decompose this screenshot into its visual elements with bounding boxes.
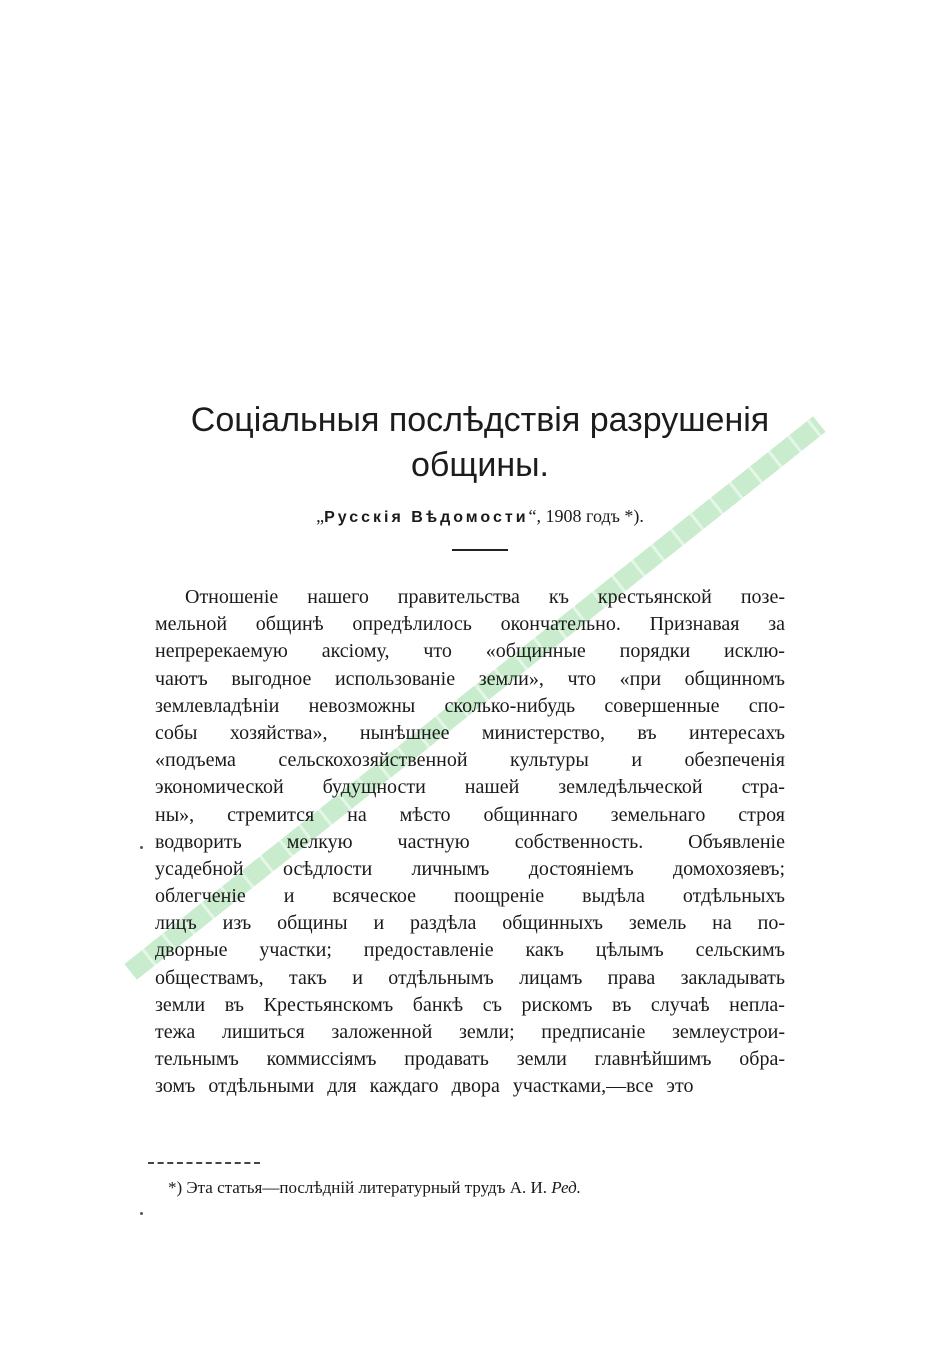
body-word: стра- (741, 776, 785, 799)
body-word: что (423, 640, 452, 663)
body-word: непла- (729, 993, 785, 1016)
body-word: мѣсто (399, 803, 451, 826)
body-word: культуры (510, 749, 589, 772)
source-year: “, 1908 годъ *). (528, 506, 644, 526)
body-word: земли (155, 993, 206, 1016)
body-word: использованіе (334, 667, 456, 690)
source-quote-open: „ (316, 506, 325, 526)
body-word: землевладѣніи (155, 694, 280, 717)
article-body (155, 584, 785, 1101)
body-line (155, 965, 785, 992)
body-word: частную (397, 830, 470, 853)
body-word: банкѣ (412, 993, 464, 1016)
body-word: поощреніе (454, 885, 545, 908)
body-word: случаѣ (650, 993, 710, 1016)
body-word: двора (451, 1075, 500, 1098)
body-line (155, 1073, 785, 1100)
body-word: невозможны (308, 694, 416, 717)
body-word: общины (277, 912, 348, 935)
body-word: коммиссіямъ (266, 1048, 377, 1071)
body-word: мелкую (286, 830, 353, 853)
body-word: земли (516, 1048, 567, 1071)
body-word: достояніемъ (528, 857, 634, 880)
body-word: цѣлымъ (595, 939, 664, 962)
body-word: лицамъ (519, 966, 583, 989)
source-newspaper: Русскія Вѣдомости (324, 509, 529, 526)
body-word: предоставленіе (363, 939, 494, 962)
body-word: земли», (478, 667, 544, 690)
body-line (155, 992, 785, 1019)
body-word: на (712, 912, 732, 935)
body-line (155, 1019, 785, 1046)
body-line (155, 747, 785, 774)
body-word: изъ (222, 912, 252, 935)
body-word: заложенной (331, 1021, 433, 1043)
footnote-text: *) Эта статья—послѣдній литературный трудъ А. И. (168, 1178, 548, 1197)
body-word: обра- (739, 1048, 785, 1071)
body-word: земельнаго (610, 803, 706, 826)
body-word: земель (628, 912, 687, 935)
article-title-line-2: общины. (410, 446, 549, 484)
body-line (155, 720, 785, 747)
body-word: спо- (748, 694, 785, 717)
body-word: окончательно. (500, 613, 621, 636)
body-line (155, 856, 785, 883)
body-word: отдѣльными (208, 1075, 315, 1098)
body-word: права (607, 966, 656, 989)
body-word: порядки (619, 640, 691, 663)
body-word: зомъ (155, 1075, 196, 1098)
body-word: экономической (155, 776, 284, 799)
body-word: каждаго (369, 1075, 439, 1098)
body-line (155, 1046, 785, 1073)
body-word: въ (612, 993, 632, 1016)
body-word: что (567, 667, 596, 690)
body-word: главнѣйшимъ (594, 1048, 712, 1071)
body-word: по- (757, 912, 785, 935)
body-line (155, 638, 785, 665)
body-word: это (666, 1075, 694, 1098)
body-word: съ (482, 993, 502, 1016)
body-word: лицъ (155, 912, 197, 935)
body-word: общиннаго (483, 803, 578, 826)
body-word: выгодное (231, 667, 312, 690)
body-word: «при (619, 667, 662, 690)
body-word: участки; (259, 939, 332, 962)
body-word: земли; (458, 1021, 515, 1043)
body-line (155, 910, 785, 937)
body-word: и (283, 885, 295, 908)
body-word: предписаніе (541, 1021, 646, 1043)
body-word: министерство, (481, 721, 605, 744)
body-word: выдѣла (582, 885, 645, 908)
body-word: къ (548, 586, 569, 608)
body-word: на (347, 803, 367, 826)
title-divider (452, 549, 508, 551)
print-speck (140, 846, 143, 849)
body-word: «подъема (155, 749, 236, 772)
body-word: ны», (155, 803, 195, 826)
body-word: раздѣла (410, 912, 477, 935)
footnote-editor-mark: Ред. (551, 1178, 582, 1197)
body-word: общинныхъ (502, 912, 603, 935)
body-word: сельскохозяйственной (278, 749, 468, 772)
body-word: какъ (525, 939, 564, 962)
body-line (155, 693, 785, 720)
body-line (155, 611, 785, 638)
body-word: и (352, 966, 363, 989)
body-word: стремится (227, 803, 315, 826)
body-word: тежа (155, 1021, 196, 1043)
body-word: усадебной (155, 857, 244, 880)
body-word: домохозяевъ; (672, 857, 785, 880)
body-word: въ (224, 993, 245, 1016)
body-word: собы (155, 721, 198, 744)
body-word: всяческое (332, 885, 417, 908)
body-word: будущности (322, 776, 426, 799)
body-word: общинномъ (684, 667, 785, 690)
body-word: продавать (404, 1048, 489, 1071)
body-line (155, 774, 785, 801)
body-word: личнымъ (411, 857, 490, 880)
body-word: нашего (307, 586, 369, 608)
body-word: хозяйства», (229, 721, 328, 744)
body-word: общинѣ (255, 613, 324, 636)
body-word: закладывать (680, 966, 785, 989)
body-word: нашей (464, 776, 520, 799)
body-word: сельскимъ (695, 939, 785, 962)
body-word: позе- (740, 586, 785, 608)
body-word: земледѣльческой (558, 776, 703, 799)
body-word: за (768, 613, 785, 636)
body-word: интересахъ (688, 721, 785, 744)
body-line (155, 802, 785, 829)
body-word: совершенные (604, 694, 720, 717)
body-word: такъ (288, 966, 327, 989)
body-word: Отношеніе (185, 586, 279, 608)
body-word: непререкаемую (155, 640, 288, 663)
body-word: облегченіе (155, 885, 246, 908)
body-word: участками,—все (512, 1075, 654, 1098)
body-word: крестьянской (597, 586, 712, 608)
body-word: Признавая (649, 613, 740, 636)
body-word: мельной (155, 613, 228, 636)
body-word: сколько-нибудь (444, 694, 576, 717)
body-word: и (631, 749, 643, 772)
body-word: строя (738, 803, 785, 826)
article-title-line-1: Соціальныя послѣдствія разрушенія (190, 401, 770, 439)
body-word: отдѣльныхъ (682, 885, 785, 908)
body-word: чаютъ (155, 667, 208, 690)
body-word: въ (637, 721, 657, 744)
body-word: Объявленіе (688, 830, 785, 853)
body-word: Крестьянскомъ (263, 993, 394, 1016)
body-word: исклю- (724, 640, 785, 663)
body-word: осѣдлости (282, 857, 373, 880)
body-word: «общинные (485, 640, 586, 663)
body-word: землеустрои- (671, 1021, 785, 1043)
article-source (120, 503, 840, 531)
print-speck (140, 1212, 143, 1215)
body-line (155, 937, 785, 964)
body-word: опредѣлилось (352, 613, 472, 636)
body-line (155, 666, 785, 693)
body-word: обезпеченія (684, 749, 785, 772)
body-word: дворные (155, 939, 228, 962)
body-word: для (327, 1075, 357, 1098)
body-line (155, 829, 785, 856)
body-word: нынѣшнее (359, 721, 450, 744)
body-word: собственность. (514, 830, 644, 853)
body-word: водворить (155, 830, 242, 853)
body-word: правительства (397, 586, 520, 608)
body-word: аксіому, (321, 640, 390, 663)
body-word: лишиться (221, 1021, 305, 1043)
body-line (155, 883, 785, 910)
body-word: тельнымъ (155, 1048, 239, 1071)
body-word: обществамъ, (155, 966, 264, 989)
body-word: и (373, 912, 385, 935)
body-word: рискомъ (521, 993, 593, 1016)
footnote-divider (148, 1162, 260, 1164)
body-word: отдѣльнымъ (388, 966, 494, 989)
body-line (155, 584, 785, 611)
footnote (168, 1176, 808, 1200)
